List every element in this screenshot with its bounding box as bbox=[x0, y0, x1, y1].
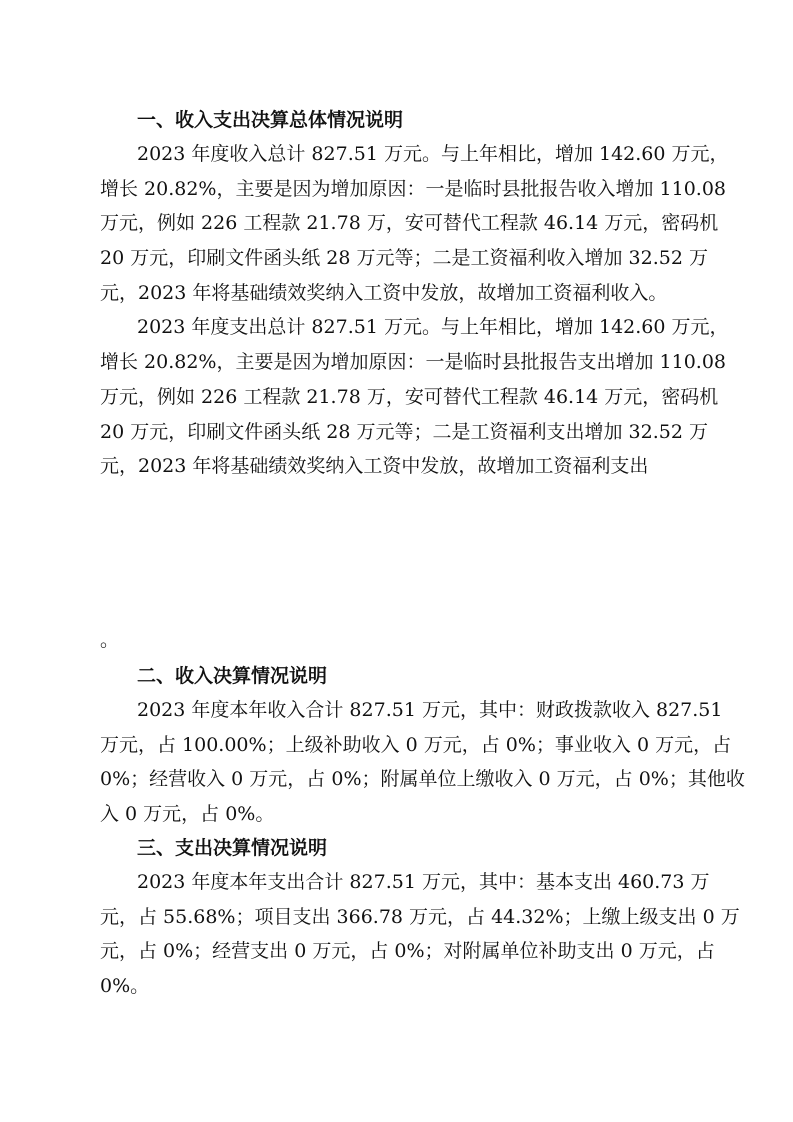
text-line: 2023 年度支出总计 827.51 万元。与上年相比，增加 142.60 万元， bbox=[137, 316, 729, 339]
text-line: 入 0 万元，占 0%。 bbox=[100, 803, 275, 826]
paragraph bbox=[100, 865, 740, 1004]
text-line: 2023 年度本年支出合计 827.51 万元，其中：基本支出 460.73 万 bbox=[137, 871, 710, 893]
paragraph bbox=[100, 137, 729, 310]
section-heading: 一、收入支出决算总体情况说明 bbox=[137, 109, 404, 131]
text-line: 20 万元，印刷文件函头纸 28 万元等；二是工资福利收入增加 32.52 万 bbox=[100, 247, 708, 270]
text-line: 万元，例如 226 工程款 21.78 万，安可替代工程款 46.14 万元，密码机 bbox=[100, 385, 719, 408]
text-line: 2023 年度本年收入合计 827.51 万元，其中：财政拨款收入 827.51 bbox=[137, 699, 723, 721]
text-line: 增长 20.82%，主要是因为增加原因：一是临时县批报告支出增加 110.08 bbox=[100, 351, 727, 374]
text-line: 万元，占 100.00%；上级补助收入 0 万元，占 0%；事业收入 0 万元，占 bbox=[100, 733, 732, 756]
trailing-punctuation bbox=[100, 623, 700, 658]
text-line: 元，占 0%；经营支出 0 万元，占 0%；对附属单位补助支出 0 万元，占 bbox=[100, 940, 715, 963]
text-line: 元，2023 年将基础绩效奖纳入工资中发放，故增加工资福利收入。 bbox=[100, 281, 668, 304]
text-line: 2023 年度收入总计 827.51 万元。与上年相比，增加 142.60 万元， bbox=[137, 143, 729, 165]
paragraph bbox=[100, 693, 745, 832]
text-line: 元，2023 年将基础绩效奖纳入工资中发放，故增加工资福利支出 bbox=[100, 455, 649, 478]
section-heading: 三、支出决算情况说明 bbox=[137, 837, 328, 859]
text-line: 0%；经营收入 0 万元，占 0%；附属单位上缴收入 0 万元，占 0%；其他收 bbox=[100, 768, 745, 791]
text-line: 万元，例如 226 工程款 21.78 万，安可替代工程款 46.14 万元，密码机 bbox=[100, 212, 719, 235]
text-line: 0%。 bbox=[100, 975, 150, 998]
section-1 bbox=[100, 103, 729, 484]
section-heading: 二、收入决算情况说明 bbox=[137, 665, 328, 687]
text-line: 增长 20.82%，主要是因为增加原因：一是临时县批报告收入增加 110.08 bbox=[100, 177, 727, 200]
text-line: 。 bbox=[100, 629, 120, 651]
text-line: 元，占 55.68%；项目支出 366.78 万元，占 44.32%；上缴上级支出 0 万 bbox=[100, 905, 740, 928]
section-3 bbox=[100, 831, 740, 1004]
text-line: 20 万元，印刷文件函头纸 28 万元等；二是工资福利支出增加 32.52 万 bbox=[100, 420, 708, 443]
paragraph bbox=[100, 310, 729, 483]
section-2 bbox=[100, 659, 745, 832]
